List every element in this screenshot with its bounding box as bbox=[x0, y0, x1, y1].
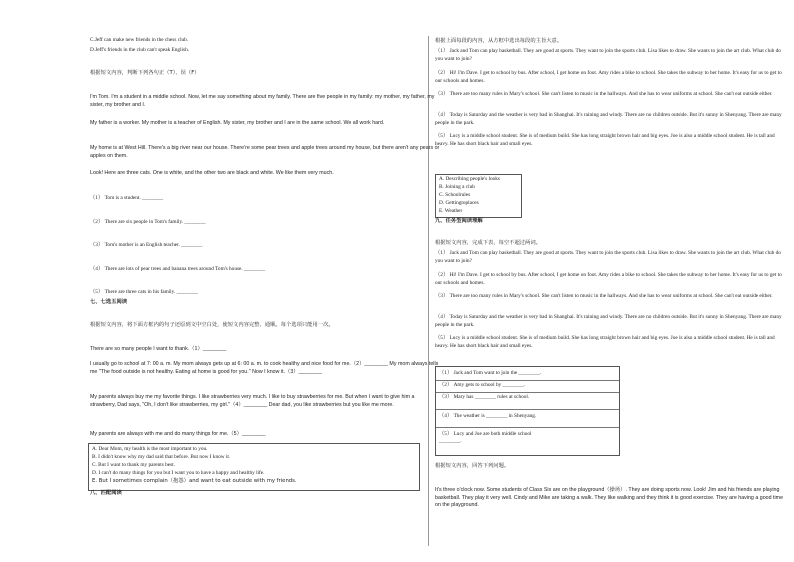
match-option: A. Describing people's looks bbox=[439, 176, 500, 182]
match-option: D. Gettingtoplaces bbox=[439, 200, 479, 206]
passage-paragraph: （5） Lucy is a middle school student. She is of medium build. She has long straight brown hair and big eyes. Joe is also a middle school student. He is tall and heavy. He has short black hair and small eyes. bbox=[435, 335, 775, 349]
passage-paragraph: Look! Here are three cats. One is white, and the other two are black and white. We like them very much. bbox=[90, 170, 334, 176]
cloze-paragraph: There are so many people I want to thank.（1）________ bbox=[90, 346, 227, 352]
table-divider bbox=[436, 427, 619, 428]
table-row: （1） Jack and Tom want to join the ________. bbox=[439, 370, 542, 376]
option-item: E. But I sometimes complain（抱怨）and want to eat outside with my friends. bbox=[92, 478, 297, 484]
table-row: （3） Mary has ________ rules at school. bbox=[439, 394, 530, 400]
section-title: 八、匹配阅读 bbox=[90, 490, 122, 496]
passage-paragraph: （5） Lucy is a middle school student. She is of medium build. She has long straight brown hair and big eyes. Joe is also a middle school student. He is tall and heavy. He has short black hair and small eyes. bbox=[435, 133, 775, 147]
passage-paragraph: （2） Hi! I'm Dave. I get to school by bus. After school, I get home on foot. Amy rides a bike to school. She takes the subway to her home. It's easy for us to get to our schools and homes. bbox=[435, 70, 782, 84]
passage-paragraph: （2） Hi! I'm Dave. I get to school by bus. After school, I get home on foot. Amy rides a bike to school. She takes the subway to her home. It's easy for us to get to our schools and homes. bbox=[435, 272, 782, 286]
tf-item: （1） Tom is a student. ________ bbox=[90, 195, 164, 201]
tf-instruction: 根据短文内容，判断下列各句正（T）、误（F） bbox=[90, 70, 200, 76]
tf-item: （5） There are three cats in his family. ________ bbox=[90, 289, 198, 295]
option-item: C. But I want to thank my parents best. bbox=[92, 462, 175, 468]
options-box bbox=[88, 443, 420, 491]
cloze-paragraph: My parents always buy me my favorite things. I like strawberries very much. I like to buy strawberries for me. But when I want to give him a strawberry, Dad says, "Oh, I don't like strawberries, my girl."（4）________ Dear dad, you like strawberries but you like me more. bbox=[90, 394, 415, 408]
tf-item: （2） There are six people in Tom's family. ________ bbox=[90, 219, 206, 225]
option-line: C.Jeff can make new friends in the chess club. bbox=[90, 37, 189, 43]
table-divider bbox=[436, 409, 619, 410]
passage-paragraph: （1） Jack and Tom can play basketball. They are good at sports. They want to join the sports club. Lisa likes to draw. She wants to join the art club. What club do you want to join? bbox=[435, 48, 781, 62]
passage-paragraph: It's three o'clock now. Some students of Class Six are on the playground（操场）. They are doing sports now. Look! Jim and his friends are playing basketball. They play it very well. Cindy and Mike are taking a walk. They like walking and they think it is good exercise. They are having a good time on the playground. bbox=[435, 487, 784, 509]
cloze-paragraph: My parents are always with me and do many things for me.（5）________ bbox=[90, 431, 266, 437]
passage-paragraph: My father is a worker. My mother is a teacher of English. My sister, my brother and I are in the same school. We all work hard. bbox=[90, 120, 385, 126]
passage-paragraph: （4） Today is Saturday and the weather is very bad in Shanghai. It's raining and windy. There are no children outside. But it's sunny in Shenyang. There are many people in the park. bbox=[435, 314, 782, 328]
tf-item: （3） Tom's mother is an English teacher. ________ bbox=[90, 242, 203, 248]
option-item: A. Dear Mom, my health is the most important to you. bbox=[92, 446, 208, 452]
section-title: 七、七选五阅读 bbox=[90, 299, 128, 305]
match-option: E. Weather bbox=[439, 208, 463, 214]
passage-paragraph: （4） Today is Saturday and the weather is very bad in Shanghai. It's raining and windy. There are no children outside. But it's sunny in Shenyang. There are many people in the park. bbox=[435, 112, 782, 126]
section-title: 九、任务型阅读理解 bbox=[435, 218, 483, 224]
passage-paragraph: My home is at West Hill. There's a big river near our house. There're some pear trees and apple trees around my house, but there aren't any pears or apples on them. bbox=[90, 145, 440, 159]
tf-item: （4） There are lots of pear trees and banana trees around Tom's house. ________ bbox=[90, 266, 266, 272]
table-divider bbox=[436, 392, 619, 393]
option-item: B. I didn't know why my dad said that before. But now I know it. bbox=[92, 454, 231, 460]
qa-instruction: 根据短文内容，回答下列问题。 bbox=[435, 463, 510, 469]
answer-table bbox=[435, 366, 620, 456]
match-option: B. Joining a club bbox=[439, 184, 475, 190]
option-item: D. I can't do many things for you but I want you to have a happy and healthy life. bbox=[92, 470, 265, 476]
match-options-box bbox=[435, 174, 522, 218]
table-row: （2） Amy gets to school by ________. bbox=[439, 382, 526, 388]
match-option: C. Schoolrules bbox=[439, 192, 471, 198]
passage-paragraph: （3） There are too many rules in Mary's school. She can't listen to music in the hallways. And she has to wear uniforms at school. She can't eat outside either. bbox=[435, 293, 773, 299]
table-row: （5） Lucy and Joe are both middle school ________. bbox=[439, 431, 532, 444]
passage-paragraph: （1） Jack and Tom can play basketball. They are good at sports. They want to join the sports club. Lisa likes to draw. She wants to join the art club. What club do you want to join? bbox=[435, 250, 781, 264]
table-divider bbox=[436, 380, 619, 381]
table-row: （4） The weather is ________ in Shenyang. bbox=[439, 413, 537, 419]
task-instruction: 根据短文内容，完成下表，每空不超过两词。 bbox=[435, 240, 541, 246]
match-instruction: 根据上面每段的内容，从方框中选出每段的主旨大意。 bbox=[435, 38, 563, 44]
passage-paragraph: I'm Tom. I'm a student in a middle school. Now, let me say something about my family. There are five people in my family: my mother, my father, my sister, my brother and I. bbox=[90, 94, 435, 108]
option-line: D.Jeff's friends in the club can't speak English. bbox=[90, 47, 190, 53]
section-instruction: 根据短文内容，将下面方框内的句子还原到文中空白处，使短文内容完整、通顺。每个选项只能用一次。 bbox=[90, 322, 334, 328]
cloze-paragraph: I usually go to school at 7: 00 a. m. My mom always gets up at 6: 00 a. m. to cook healthy and nice food for me.（2）________ My mom always tells me "The food outside is not healthy. Eating at home is good for you." Now I know it.（3）________ bbox=[90, 361, 439, 375]
passage-paragraph: （3） There are too many rules in Mary's school. She can't listen to music in the hallways. And she has to wear uniforms at school. She can't eat outside either. bbox=[435, 91, 773, 97]
